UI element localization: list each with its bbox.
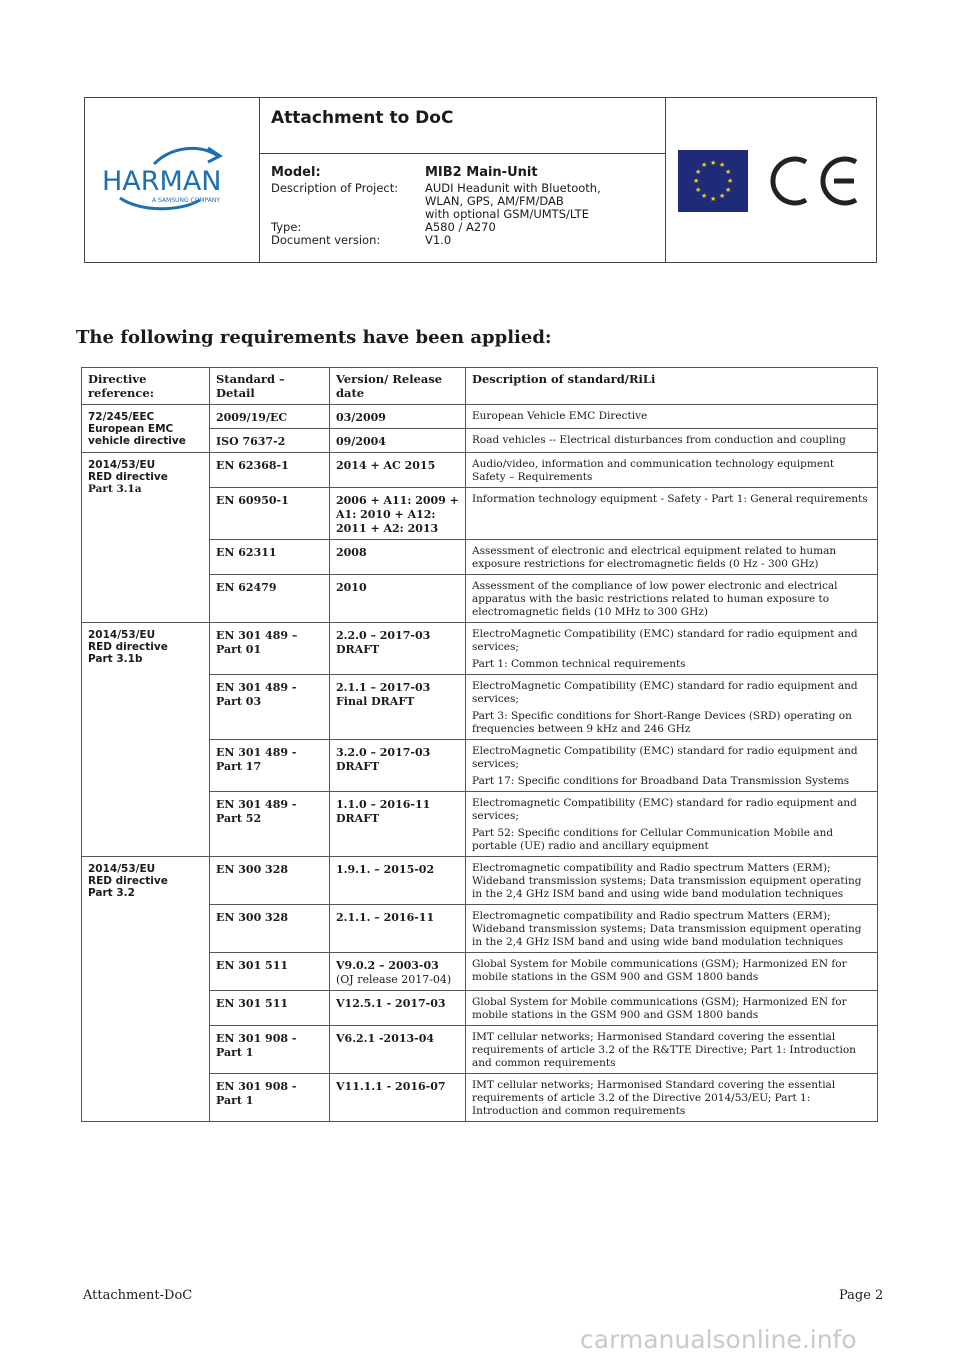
type-value: A580 / A270 bbox=[425, 220, 496, 234]
version-cell: V12.5.1 - 2017-03 bbox=[330, 991, 466, 1026]
table-row bbox=[82, 857, 878, 905]
desc-line-2: WLAN, GPS, AM/FM/DAB bbox=[425, 194, 564, 208]
footer-doc-name: Attachment-DoC bbox=[83, 1288, 193, 1303]
standard-cell: EN 301 908 - Part 1 bbox=[210, 1026, 330, 1074]
svg-text:★: ★ bbox=[725, 168, 732, 176]
description-cell: IMT cellular networks; Harmonised Standard covering the essential requirements of article 3.2 of the R&TTE Directive; Part 1: Introduction and common requirements bbox=[466, 1026, 878, 1074]
ce-mark-icon bbox=[760, 148, 872, 212]
version-cell: 2008 bbox=[330, 540, 466, 575]
model-value: MIB2 Main-Unit bbox=[425, 165, 538, 180]
svg-text:★: ★ bbox=[701, 161, 708, 169]
description-cell: Electromagnetic compatibility and Radio spectrum Matters (ERM); Wideband transmission systems; Data transmission equipment operating in the 2,4 GHz ISM band and using wide band modulation techniques bbox=[466, 905, 878, 953]
description-cell: ElectroMagnetic Compatibility (EMC) standard for radio equipment and services; Part 3: Specific conditions for Short-Range Devices (SRD) operating on frequencies between 9 kHz and 246 GHz bbox=[466, 675, 878, 740]
watermark: carmanualsonline.info bbox=[580, 1325, 857, 1354]
description-cell: Electromagnetic Compatibility (EMC) standard for radio equipment and services; Part 52: Specific conditions for Cellular Communication Mobile and portable (UE) radio and ancillary equipment bbox=[466, 792, 878, 857]
version-cell: 09/2004 bbox=[330, 429, 466, 453]
standard-cell: 2009/19/EC bbox=[210, 405, 330, 429]
description-cell: ElectroMagnetic Compatibility (EMC) standard for radio equipment and services; Part 1: Common technical requirements bbox=[466, 623, 878, 675]
svg-text:★: ★ bbox=[725, 186, 732, 194]
standard-cell: EN 301 489 - Part 03 bbox=[210, 675, 330, 740]
version-cell: 2006 + A11: 2009 + A1: 2010 + A12: 2011 + A2: 2013 bbox=[330, 488, 466, 540]
description-cell: Audio/video, information and communication technology equipment Safety – Requirements bbox=[466, 453, 878, 488]
requirements-title: The following requirements have been applied: bbox=[76, 327, 552, 348]
version-cell: 1.1.0 – 2016-11 DRAFT bbox=[330, 792, 466, 857]
description-cell: Global System for Mobile communications (GSM); Harmonized EN for mobile stations in the GSM 900 and GSM 1800 bands bbox=[466, 953, 878, 991]
standard-cell: EN 301 489 - Part 17 bbox=[210, 740, 330, 792]
standard-cell: EN 300 328 bbox=[210, 905, 330, 953]
version-cell: 2010 bbox=[330, 575, 466, 623]
type-label: Type: bbox=[271, 220, 302, 234]
version-cell: 3.2.0 – 2017-03 DRAFT bbox=[330, 740, 466, 792]
col-header-standard: Standard – Detail bbox=[210, 368, 330, 405]
description-cell: European Vehicle EMC Directive bbox=[466, 405, 878, 429]
svg-text:★: ★ bbox=[710, 159, 717, 167]
version-cell: 2.1.1. – 2016-11 bbox=[330, 905, 466, 953]
standard-cell: EN 301 908 - Part 1 bbox=[210, 1074, 330, 1122]
directive-cell: 2014/53/EU RED directive Part 3.1a bbox=[82, 453, 210, 623]
version-value: V1.0 bbox=[425, 233, 452, 247]
table-row bbox=[82, 623, 878, 675]
version-cell: V6.2.1 -2013-04 bbox=[330, 1026, 466, 1074]
standard-cell: EN 62368-1 bbox=[210, 453, 330, 488]
standard-cell: ISO 7637-2 bbox=[210, 429, 330, 453]
description-cell: Information technology equipment - Safety - Part 1: General requirements bbox=[466, 488, 878, 540]
version-cell: 03/2009 bbox=[330, 405, 466, 429]
svg-text:★: ★ bbox=[695, 168, 702, 176]
standard-cell: EN 62479 bbox=[210, 575, 330, 623]
standard-cell: EN 301 489 – Part 01 bbox=[210, 623, 330, 675]
version-cell: 2.1.1 – 2017-03 Final DRAFT bbox=[330, 675, 466, 740]
directive-cell: 2014/53/EU RED directive Part 3.1b bbox=[82, 623, 210, 857]
table-row bbox=[82, 405, 878, 429]
description-cell: Global System for Mobile communications (GSM); Harmonized EN for mobile stations in the GSM 900 and GSM 1800 bands bbox=[466, 991, 878, 1026]
desc-label: Description of Project: bbox=[271, 181, 399, 195]
svg-text:★: ★ bbox=[695, 186, 702, 194]
svg-text:★: ★ bbox=[693, 177, 700, 185]
standard-cell: EN 301 511 bbox=[210, 953, 330, 991]
svg-text:★: ★ bbox=[719, 161, 726, 169]
description-cell: Assessment of the compliance of low power electronic and electrical apparatus with the basic restrictions related to human exposure to electromagnetic fields (10 MHz to 300 GHz) bbox=[466, 575, 878, 623]
standard-cell: EN 300 328 bbox=[210, 857, 330, 905]
description-cell: Assessment of electronic and electrical equipment related to human exposure restrictions for electromagnetic fields (0 Hz - 300 GHz) bbox=[466, 540, 878, 575]
col-header-directive: Directive reference: bbox=[82, 368, 210, 405]
samsung-tagline: A SAMSUNG COMPANY bbox=[152, 197, 221, 204]
model-label: Model: bbox=[271, 165, 321, 180]
version-cell: V11.1.1 - 2016-07 bbox=[330, 1074, 466, 1122]
directive-cell: 2014/53/EU RED directive Part 3.2 bbox=[82, 857, 210, 1122]
col-header-description: Description of standard/RiLi bbox=[466, 368, 878, 405]
description-cell: ElectroMagnetic Compatibility (EMC) standard for radio equipment and services; Part 17: Specific conditions for Broadband Data Transmission Systems bbox=[466, 740, 878, 792]
standard-cell: EN 62311 bbox=[210, 540, 330, 575]
table-header-row bbox=[82, 368, 878, 405]
svg-text:★: ★ bbox=[719, 192, 726, 200]
version-note: (OJ release 2017-04) bbox=[336, 973, 452, 986]
desc-line-1: AUDI Headunit with Bluetooth, bbox=[425, 181, 601, 195]
standard-cell: EN 60950-1 bbox=[210, 488, 330, 540]
harman-wordmark: HARMAN bbox=[102, 166, 222, 197]
col-header-version: Version/ Release date bbox=[330, 368, 466, 405]
svg-text:★: ★ bbox=[727, 177, 734, 185]
eu-flag-icon bbox=[678, 150, 748, 212]
description-cell: Electromagnetic compatibility and Radio spectrum Matters (ERM); Wideband transmission systems; Data transmission equipment operating in the 2,4 GHz ISM band and using wide band modulation techniques bbox=[466, 857, 878, 905]
svg-text:★: ★ bbox=[701, 192, 708, 200]
desc-line-3: with optional GSM/UMTS/LTE bbox=[425, 207, 589, 221]
description-cell: Road vehicles -- Electrical disturbances from conduction and coupling bbox=[466, 429, 878, 453]
attachment-title: Attachment to DoC bbox=[271, 108, 454, 128]
svg-text:★: ★ bbox=[710, 195, 717, 203]
version-cell: V9.0.2 – 2003-03 (OJ release 2017-04) bbox=[330, 953, 466, 991]
version-cell: 2014 + AC 2015 bbox=[330, 453, 466, 488]
version-label: Document version: bbox=[271, 233, 381, 247]
version-cell: 1.9.1. – 2015-02 bbox=[330, 857, 466, 905]
directive-cell: 72/245/EEC European EMC vehicle directive bbox=[82, 405, 210, 453]
standard-cell: EN 301 511 bbox=[210, 991, 330, 1026]
requirements-table bbox=[81, 367, 878, 1122]
version-cell: 2.2.0 – 2017-03 DRAFT bbox=[330, 623, 466, 675]
footer-page-number: Page 2 bbox=[839, 1288, 884, 1303]
description-cell: IMT cellular networks; Harmonised Standard covering the essential requirements of article 3.2 of the Directive 2014/53/EU; Part 1: Introduction and common requirements bbox=[466, 1074, 878, 1122]
table-row bbox=[82, 453, 878, 488]
standard-cell: EN 301 489 - Part 52 bbox=[210, 792, 330, 857]
harman-logo bbox=[100, 140, 250, 212]
